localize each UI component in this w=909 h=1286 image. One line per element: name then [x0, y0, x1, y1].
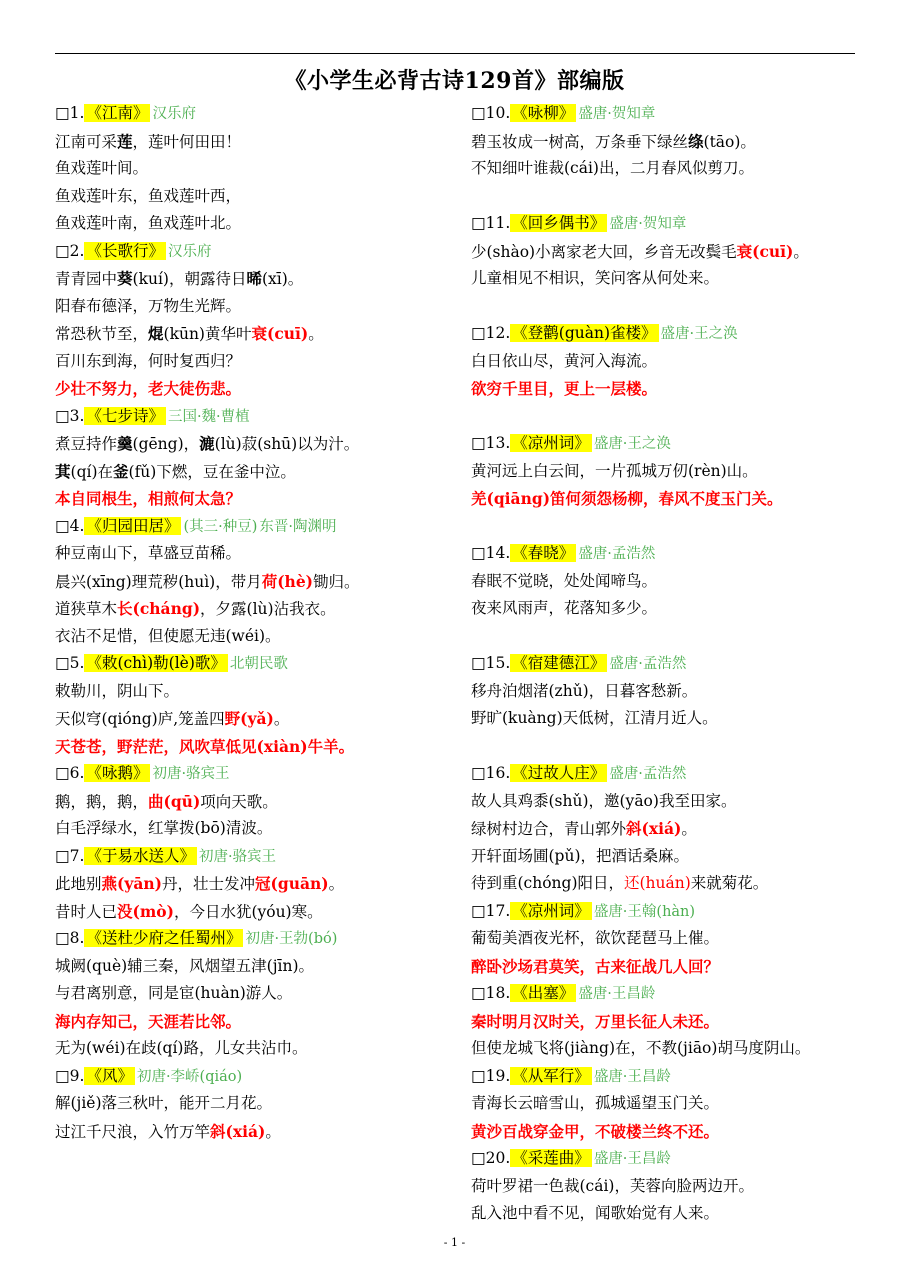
line-text: 阳春布德泽，万物生光辉。	[55, 296, 242, 315]
emphasized-text: 斜(xiá)	[210, 1121, 266, 1141]
poem-entry	[471, 1063, 901, 1146]
poem-line	[471, 1173, 901, 1201]
line-text: ，莲叶何田田！	[132, 132, 242, 151]
poem-line	[55, 980, 463, 1008]
line-text: (kuí)，朝露待日	[132, 270, 247, 288]
emphasized-text: 海内存知己，天涯若比邻。	[55, 1011, 242, 1031]
emphasized-text: 羹	[117, 434, 133, 453]
poem-author: 盛唐·孟浩然	[609, 766, 687, 782]
line-text: 故人具鸡黍(shǔ)，邀(yāo)我至田家。	[471, 791, 737, 810]
poem-title: 《归园田居》	[86, 516, 180, 535]
emphasized-text: 少壮不努力，老大徒伤悲。	[55, 379, 242, 398]
poem-entry	[55, 403, 463, 513]
poem-line	[55, 1008, 463, 1036]
page-number: - 1 -	[443, 1236, 466, 1249]
poem-heading	[471, 320, 901, 348]
line-text: ，今日水犹(yóu)寒。	[173, 902, 323, 921]
poem-heading	[55, 403, 463, 431]
emphasized-text: 黄沙百战穿金甲，不破楼兰终不还。	[471, 1121, 720, 1141]
poem-line	[471, 485, 901, 513]
poem-author: 盛唐·王昌龄	[578, 986, 656, 1002]
poem-number: □1.	[55, 104, 85, 122]
line-text: 晨兴(xīng)理荒秽(huì)，带月	[55, 572, 262, 591]
poem-heading	[471, 430, 901, 458]
poem-entry	[55, 925, 463, 1063]
poem-line	[55, 595, 463, 623]
emphasized-text: 没(mò)	[117, 901, 174, 921]
poem-line	[471, 128, 901, 156]
poem-line	[55, 705, 463, 733]
line-text: 天似穹(qióng)庐,笼盖四	[55, 710, 225, 728]
emphasized-text: 莲	[117, 131, 133, 151]
poem-line	[471, 953, 901, 981]
poem-line	[55, 348, 463, 376]
poem-heading	[55, 843, 463, 871]
poem-line	[471, 1118, 901, 1146]
poem-heading	[471, 210, 901, 238]
poem-line	[55, 623, 463, 651]
line-text: 夜来风雨声，花落知多少。	[471, 599, 658, 617]
line-text: 道狭草木	[55, 600, 118, 618]
emphasized-text: 野(yǎ)	[224, 709, 274, 728]
poem-number: □10.	[471, 104, 511, 122]
poem-heading	[471, 540, 901, 568]
poem-author: 汉乐府	[152, 106, 196, 122]
line-text: 。	[273, 710, 290, 728]
poem-entry	[471, 210, 901, 320]
poem-line	[471, 458, 901, 486]
line-text: 不知细叶谁裁(cái)出，二月春风似剪刀。	[471, 159, 754, 177]
poem-author: 北朝民歌	[229, 656, 288, 672]
poem-number: □8.	[55, 929, 85, 947]
line-text: 项向天歌。	[200, 792, 278, 811]
poem-number: □18.	[471, 984, 511, 1002]
emphasized-text: 本自同根生，相煎何太急？	[55, 489, 242, 508]
line-text: 城阙(què)辅三秦，风烟望五津(jīn)。	[55, 956, 315, 975]
poem-line	[471, 1200, 901, 1228]
emphasized-text: 还(huán)	[624, 874, 691, 892]
poem-line	[55, 430, 463, 458]
line-text: 无为(wéi)在歧(qí)路，儿女共沾巾。	[55, 1039, 308, 1057]
line-text: 白日依山尽，黄河入海流。	[471, 351, 658, 370]
poem-title: 《登鹳(guàn)雀楼》	[512, 324, 657, 342]
poem-line	[471, 568, 901, 596]
line-text: 乱入池中看不见，闻歌始觉有人来。	[471, 1204, 720, 1222]
poem-line	[55, 1090, 463, 1118]
emphasized-text: 萁	[55, 461, 71, 481]
emphasized-text: 绦	[688, 131, 704, 151]
line-text: (lù)菽(shū)以为汁。	[214, 435, 360, 453]
line-text: 。	[793, 242, 809, 261]
poem-subtitle: (其三·种豆)	[183, 518, 258, 535]
poem-entry	[471, 898, 901, 981]
line-text: (tāo)。	[703, 132, 756, 151]
poem-number: □7.	[55, 846, 85, 865]
poem-title: 《宿建德江》	[512, 654, 606, 672]
poem-line	[55, 1035, 463, 1063]
poem-author: 盛唐·王昌龄	[593, 1068, 671, 1085]
poem-heading	[471, 650, 901, 678]
line-text: 。	[328, 875, 345, 893]
poem-author: 盛唐·王昌龄	[593, 1151, 671, 1167]
line-text: 百川东到海，何时复西归？	[55, 351, 242, 370]
poem-author: 初唐·李峤(qiáo)	[136, 1068, 243, 1085]
line-text: 待到重(chóng)阳日，	[471, 874, 624, 892]
poem-line	[471, 375, 901, 403]
poem-line	[471, 238, 901, 266]
poem-line	[55, 953, 463, 981]
poem-title: 《长歌行》	[86, 241, 164, 260]
poem-author: 初唐·骆宾王	[198, 848, 277, 865]
emphasized-text: 焜	[148, 324, 164, 343]
line-text: 昔时人已	[55, 902, 118, 921]
poem-line	[471, 265, 901, 293]
poem-heading	[471, 980, 901, 1008]
left-column	[55, 100, 463, 1145]
poem-author: 盛唐·王翰(hàn)	[593, 903, 696, 920]
poem-title: 《咏鹅》	[86, 764, 149, 782]
emphasized-text: 荷(hè)	[261, 571, 314, 591]
poem-author: 盛唐·孟浩然	[578, 546, 656, 562]
emphasized-text: 醉卧沙场君莫笑，古来征战几人回？	[471, 956, 720, 976]
poem-line	[55, 485, 463, 513]
poem-number: □11.	[471, 214, 511, 232]
poem-author: 盛唐·王之涣	[593, 436, 671, 452]
line-text: 开轩面场圃(pǔ)，把酒话桑麻。	[471, 846, 689, 865]
poem-title: 《春晓》	[512, 544, 575, 562]
poem-title: 《凉州词》	[512, 434, 590, 452]
poem-author: 盛唐·王之涣	[660, 326, 738, 342]
line-text: 。	[308, 325, 324, 343]
poem-line	[471, 705, 901, 733]
line-text: (qí)在	[70, 462, 113, 481]
line-text: 白毛浮绿水，红掌拨(bō)清波。	[55, 819, 273, 837]
poem-spacer	[471, 403, 901, 431]
line-text: 丹，壮士发冲	[162, 875, 256, 893]
line-text: 此地别	[55, 875, 102, 893]
poem-spacer	[471, 733, 901, 761]
poem-title: 《敕(chì)勒(lè)歌》	[86, 654, 226, 672]
poem-author: 初唐·骆宾王	[152, 766, 230, 782]
poem-line	[471, 1035, 901, 1063]
line-text: 碧玉妆成一树高，万条垂下绿丝	[471, 132, 689, 151]
line-text: 鹅，鹅，鹅，	[55, 792, 149, 811]
line-text: 青青园中	[55, 270, 118, 288]
poem-entry	[55, 238, 463, 403]
poem-author: 汉乐府	[167, 243, 212, 260]
poem-line	[55, 1118, 463, 1146]
poem-line	[55, 375, 463, 403]
poem-number: □3.	[55, 406, 85, 425]
poem-title: 《于易水送人》	[86, 846, 195, 865]
poem-entry	[55, 650, 463, 760]
emphasized-text: 漉	[199, 434, 215, 453]
poem-heading	[55, 650, 463, 678]
poem-author: 初唐·王勃(bó)	[245, 931, 338, 947]
line-text: 野旷(kuàng)天低树，江清月近人。	[471, 709, 718, 727]
poem-line	[55, 458, 463, 486]
poem-heading	[471, 100, 901, 128]
poem-heading	[55, 1063, 463, 1091]
poem-line	[55, 788, 463, 816]
line-text: 鱼戏莲叶南，鱼戏莲叶北。	[55, 214, 242, 232]
poem-number: □19.	[471, 1066, 511, 1085]
line-text: 常恐秋节至，	[55, 325, 149, 343]
emphasized-text: 釜	[113, 461, 129, 481]
poem-line	[55, 815, 463, 843]
line-text: 。	[681, 820, 697, 838]
line-text: (gēng)，	[132, 435, 200, 453]
line-text: 衣沾不足惜，但使愿无违(wéi)。	[55, 626, 281, 645]
poem-spacer	[471, 623, 901, 651]
poem-line	[55, 293, 463, 321]
poem-line	[55, 540, 463, 568]
poem-heading	[471, 760, 901, 788]
emphasized-text: 羌(qiāng)笛何须怨杨柳，春风不度玉门关。	[471, 489, 783, 508]
poem-line	[471, 788, 901, 816]
poem-number: □6.	[55, 764, 85, 782]
line-text: 锄归。	[313, 572, 360, 591]
poem-title: 《采莲曲》	[512, 1149, 590, 1167]
poem-entry	[55, 100, 463, 238]
poem-heading	[55, 100, 463, 128]
line-text: 与君离别意，同是宦(huàn)游人。	[55, 984, 293, 1002]
poem-line	[471, 1008, 901, 1036]
poem-number: □9.	[55, 1066, 85, 1085]
line-text: 少(shào)小离家老大回，乡音无改鬓毛	[471, 242, 737, 261]
emphasized-text: 燕(yān)	[101, 874, 163, 893]
poem-heading	[55, 513, 463, 541]
poem-line	[55, 320, 463, 348]
poem-entry	[471, 650, 901, 760]
poem-author: 盛唐·贺知章	[609, 216, 687, 232]
poem-number: □16.	[471, 764, 511, 782]
poem-number: □14.	[471, 544, 511, 562]
poem-line	[55, 210, 463, 238]
poem-heading	[471, 1145, 901, 1173]
poem-line	[471, 678, 901, 706]
poem-title: 《江南》	[86, 104, 149, 122]
line-text: (kūn)黄华叶	[163, 325, 252, 343]
poem-line	[471, 870, 901, 898]
poem-entry	[471, 540, 901, 650]
poem-line	[471, 348, 901, 376]
poem-line	[471, 1090, 901, 1118]
poem-heading	[55, 238, 463, 266]
poem-entry	[471, 320, 901, 430]
poem-heading	[471, 1063, 901, 1091]
poem-title: 《从军行》	[512, 1066, 590, 1085]
poem-number: □5.	[55, 654, 85, 672]
poem-number: □15.	[471, 654, 511, 672]
line-text: 荷叶罗裙一色裁(cái)，芙蓉向脸两边开。	[471, 1176, 754, 1195]
line-text: ，夕露(lù)沾我衣。	[200, 600, 336, 618]
poem-heading	[471, 898, 901, 926]
poem-spacer	[471, 183, 901, 211]
poem-entry	[471, 430, 901, 540]
line-text: 。	[265, 1122, 281, 1141]
line-text: 黄河远上白云间，一片孤城万仞(rèn)山。	[471, 461, 758, 480]
poem-number: □12.	[471, 324, 511, 342]
line-text: 解(jiě)落三秋叶，能开二月花。	[55, 1094, 273, 1112]
poem-number: □20.	[471, 1149, 511, 1167]
emphasized-text: 秦时明月汉时关，万里长征人未还。	[471, 1011, 720, 1031]
line-text: 鱼戏莲叶东，鱼戏莲叶西，	[55, 186, 242, 205]
poem-number: □2.	[55, 241, 85, 260]
poem-entry	[55, 513, 463, 651]
poem-title: 《咏柳》	[512, 104, 575, 122]
poem-entry	[471, 100, 901, 210]
emphasized-text: 天苍苍，野茫茫，风吹草低见(xiàn)牛羊。	[55, 736, 355, 756]
poem-author: 盛唐·孟浩然	[609, 656, 687, 672]
poem-line	[55, 898, 463, 926]
line-text: 春眠不觉晓，处处闻啼鸟。	[471, 571, 658, 590]
line-text: 葡萄美酒夜光杯，欲饮琵琶马上催。	[471, 929, 720, 947]
poem-number: □13.	[471, 434, 511, 452]
poem-line	[471, 595, 901, 623]
poem-line	[55, 128, 463, 156]
emphasized-text: 衰(cuī)	[251, 324, 309, 343]
poem-title: 《七步诗》	[86, 406, 164, 425]
page-title: 《小学生必背古诗129首》部编版	[284, 68, 625, 94]
header-rule	[55, 53, 855, 54]
emphasized-text: 葵	[117, 269, 133, 288]
poem-line	[471, 925, 901, 953]
poem-line	[55, 870, 463, 898]
poem-title: 《风》	[86, 1066, 133, 1085]
poem-author: 三国·魏·曹植	[167, 408, 250, 425]
poem-title: 《过故人庄》	[512, 764, 606, 782]
line-text: 绿树村边合，青山郭外	[471, 820, 627, 838]
line-text: (fǔ)下燃，豆在釜中泣。	[128, 462, 296, 481]
poem-number: □17.	[471, 901, 511, 920]
line-text: 种豆南山下，草盛豆苗稀。	[55, 544, 242, 562]
line-text: 但使龙城飞将(jiàng)在，不教(jiāo)胡马度阴山。	[471, 1039, 811, 1057]
poem-line	[55, 568, 463, 596]
emphasized-text: 斜(xiá)	[626, 819, 682, 838]
line-text: 鱼戏莲叶间。	[55, 159, 149, 177]
poem-line	[471, 843, 901, 871]
emphasized-text: 晞	[246, 269, 262, 288]
poem-line	[55, 183, 463, 211]
poem-entry	[55, 760, 463, 843]
poem-number: □4.	[55, 516, 85, 535]
right-column	[471, 100, 901, 1228]
poem-author: 东晋·陶渊明	[259, 518, 337, 535]
poem-spacer	[471, 513, 901, 541]
line-text: 煮豆持作	[55, 435, 118, 453]
line-text: 来就菊花。	[690, 874, 769, 892]
line-text: 青海长云暗雪山，孤城遥望玉门关。	[471, 1094, 720, 1112]
poem-line	[55, 678, 463, 706]
poem-entry	[55, 843, 463, 926]
poem-spacer	[471, 293, 901, 321]
poem-entry	[471, 1145, 901, 1228]
poem-line	[471, 815, 901, 843]
emphasized-text: 长(cháng)	[117, 599, 201, 618]
line-text: 移舟泊烟渚(zhǔ)，日暮客愁新。	[471, 681, 698, 700]
poem-line	[55, 265, 463, 293]
emphasized-text: 欲穷千里目，更上一层楼。	[471, 379, 658, 398]
poem-line	[471, 155, 901, 183]
poem-title: 《回乡偶书》	[512, 214, 606, 232]
poem-author: 盛唐·贺知章	[578, 106, 656, 122]
poem-title: 《出塞》	[512, 984, 575, 1002]
line-text: 儿童相见不相识，笑问客从何处来。	[471, 269, 720, 287]
poem-entry	[471, 760, 901, 898]
line-text: (xī)。	[261, 270, 304, 288]
line-text: 敕勒川，阴山下。	[55, 681, 180, 700]
line-text: 过江千尺浪，入竹万竿	[55, 1122, 211, 1141]
line-text: 江南可采	[55, 132, 118, 151]
poem-entry	[471, 980, 901, 1063]
poem-line	[55, 733, 463, 761]
poem-entry	[55, 1063, 463, 1146]
poem-title: 《送杜少府之任蜀州》	[86, 929, 242, 947]
poem-heading	[55, 925, 463, 953]
emphasized-text: 衰(cuī)	[736, 241, 794, 261]
emphasized-text: 冠(guān)	[255, 874, 329, 893]
poem-line	[55, 155, 463, 183]
poem-title: 《凉州词》	[512, 901, 590, 920]
emphasized-text: 曲(qū)	[148, 791, 201, 811]
poem-heading	[55, 760, 463, 788]
